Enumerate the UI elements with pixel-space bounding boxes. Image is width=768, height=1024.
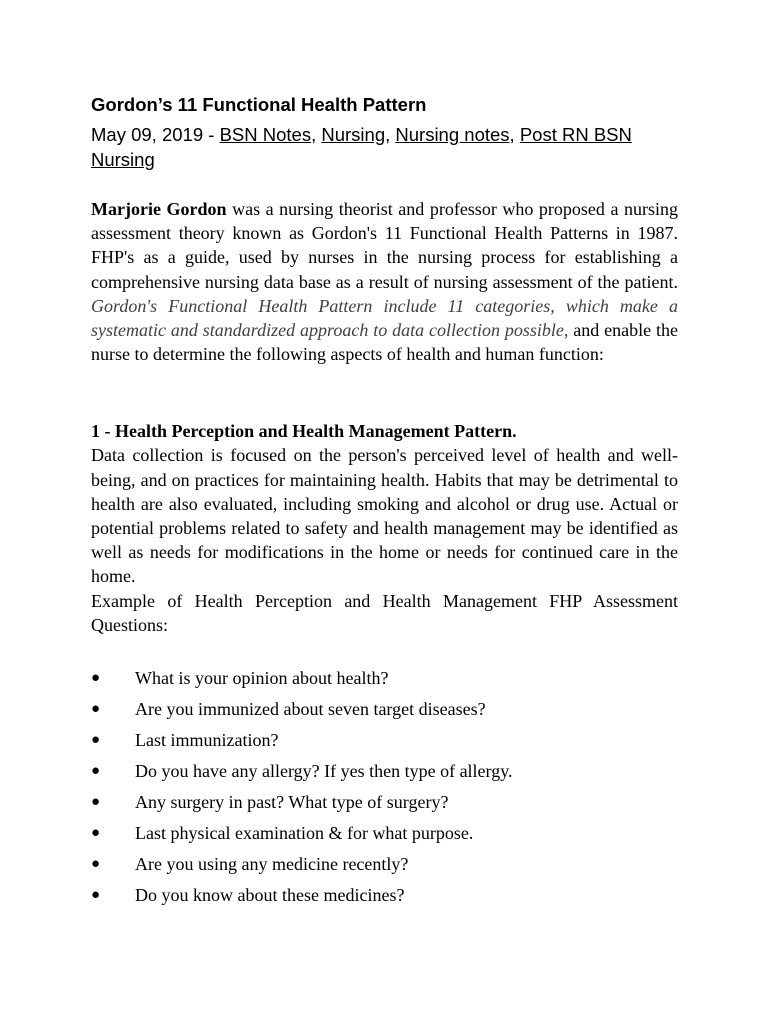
bullet-icon: ● xyxy=(91,763,101,780)
bullet-icon: ● xyxy=(91,701,101,718)
theorist-name: Marjorie Gordon xyxy=(91,199,227,219)
bullet-icon: ● xyxy=(91,732,101,749)
tag-link-post-rn-bsn-nursing[interactable]: Post RN BSN Nursing xyxy=(91,124,632,170)
list-item: ● Any surgery in past? What type of surgery? xyxy=(91,792,449,813)
post-date: May 09, 2019 xyxy=(91,124,204,145)
bullet-icon: ● xyxy=(91,856,101,873)
list-item: ● Do you know about these medicines? xyxy=(91,885,405,906)
bullet-icon: ● xyxy=(91,794,101,811)
section-body: Data collection is focused on the person's perceived level of health and well-being, and on practices for maintaining health. Habits that may be detrimental to health are also evaluated, including smoking and alcohol or drug use. Actual or potential problems related to safety and health management may be identified as well as needs for modifications in the home or needs for continued care in the home. xyxy=(91,445,678,587)
tag-link-bsn-notes[interactable]: BSN Notes xyxy=(219,124,312,145)
meta-separator: - xyxy=(203,124,220,145)
list-item: ● Do you have any allergy? If yes then type of allergy. xyxy=(91,761,513,782)
tag-link-nursing-notes[interactable]: Nursing notes xyxy=(395,124,510,145)
list-item: ● Last immunization? xyxy=(91,730,279,751)
example-intro: Example of Health Perception and Health Management FHP Assessment Questions: xyxy=(91,590,678,635)
section-heading: 1 - Health Perception and Health Management Pattern. xyxy=(91,421,517,442)
document-page xyxy=(91,92,678,914)
tag-link-nursing[interactable]: Nursing xyxy=(321,124,386,145)
document-title: Gordon’s 11 Functional Health Pattern xyxy=(91,94,427,115)
bullet-icon: ● xyxy=(91,887,101,904)
question-list xyxy=(91,666,678,907)
list-item: ● What is your opinion about health? xyxy=(91,668,389,689)
list-item: ● Are you immunized about seven target diseases? xyxy=(91,699,486,720)
bullet-icon: ● xyxy=(91,825,101,842)
list-item: ● Last physical examination & for what purpose. xyxy=(91,823,474,844)
list-item: ● Are you using any medicine recently? xyxy=(91,854,409,875)
post-meta: May 09, 2019 - BSN Notes, Nursing, Nursing notes, Post RN BSN Nursing xyxy=(91,124,632,170)
intro-italic-text: Gordon's Functional Health Pattern include 11 categories, which make a systematic and standardized approach to data collection possible, xyxy=(91,295,678,341)
bullet-icon: ● xyxy=(91,670,101,687)
intro-paragraph: Marjorie Gordon was a nursing theorist and professor who proposed a nursing assessment theory known as Gordon's 11 Functional Health Patterns in 1987. FHP's as a guide, used by nurses in the nursing process for establishing a comprehensive nursing data base as a result of nursing assessment of the patient. Gordon's Functional Health Pattern include 11 categories, which make a systematic and standardized approach to data collection possible, and enable the nurse to determine the following aspects of health and human function: xyxy=(91,199,679,365)
